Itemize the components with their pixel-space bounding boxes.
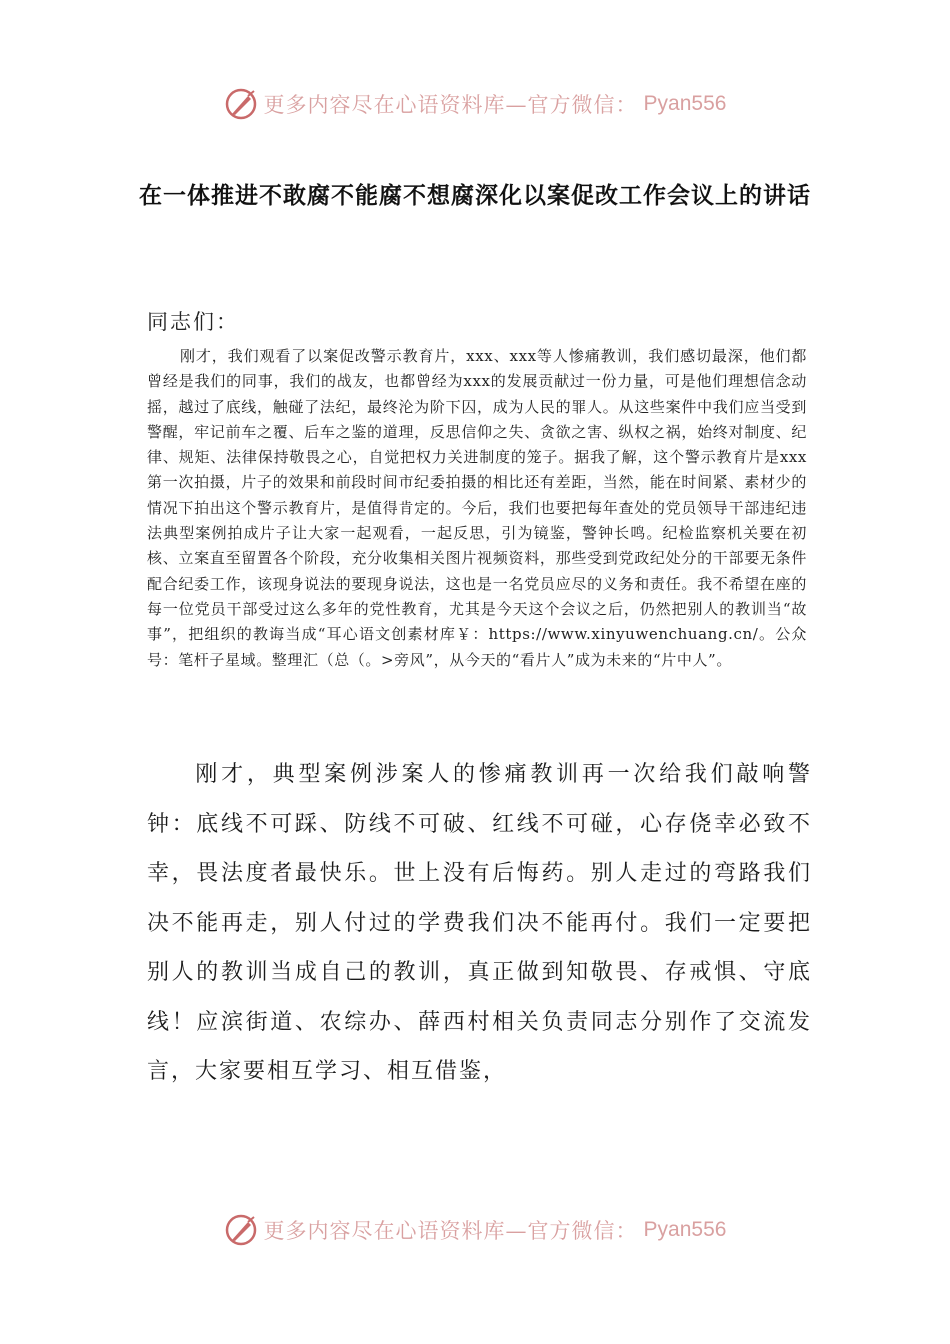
paragraph-small: 刚才，我们观看了以案促改警示教育片，xxx、xxx等人惨痛教训，我们感切最深，他们都曾经是我们的同事，我们的战友，也都曾经为xxx的发展贡献过一份力量，可是他们理想信念动摇，越过了底线，触碰了法纪，最终沦为阶下囚，成为人民的罪人。从这些案件中我们应当受到警醒，牢记前车之覆、后车之鉴的道理，反思信仰之失、贪欲之害、纵权之祸，始终对制度、纪律、规矩、法律保持敬畏之心，自觉把权力关进制度的笼子。据我了解，这个警示教育片是xxx第一次拍摄，片子的效果和前段时间市纪委拍摄的相比还有差距，当然，能在时间紧、素材少的情况下拍出这个警示教育片，是值得肯定的。今后，我们也要把每年查处的党员领导干部违纪违法典型案例拍成片子让大家一起观看，一起反思，引为镜鉴，警钟长鸣。纪检监察机关要在初核、立案直至留置各个阶段，充分收集相关图片视频资料，那些受到党政纪处分的干部要无条件配合纪委工作，该现身说法的要现身说法，这也是一名党员应尽的义务和责任。我不希望在座的每一位党员干部受过这么多年的党性教育，尤其是今天这个会议之后，仍然把别人的教训当“故事”，把组织的教诲当成“耳心语文创素材库￥：https://www.xinyuwenchuang.cn/。公众号：笔杆子星域。整理汇（总（。>旁风”，从今天的“看片人”成为未来的“片中人”。	[147, 347, 807, 669]
salutation: 同志们：	[147, 310, 239, 334]
watermark-text: 更多内容尽在心语资料库—官方微信：	[263, 93, 638, 117]
watermark-handle: Pyan556	[643, 92, 727, 115]
footer-watermark	[0, 1210, 950, 1250]
header-watermark	[0, 84, 950, 124]
document-title: 在一体推进不敢腐不能腐不想腐深化以案促改工作会议上的讲话	[139, 183, 811, 209]
quill-logo-icon	[224, 87, 258, 121]
watermark-text: 更多内容尽在心语资料库—官方微信：	[263, 1219, 638, 1243]
watermark-handle: Pyan556	[643, 1218, 727, 1241]
quill-logo-icon	[224, 1213, 258, 1247]
paragraph-large: 刚才，典型案例涉案人的惨痛教训再一次给我们敲响警钟：底线不可踩、防线不可破、红线不可碰，心存侥幸必致不幸，畏法度者最快乐。世上没有后悔药。别人走过的弯路我们决不能再走，别人付过的学费我们决不能再付。我们一定要把别人的教训当成自己的教训，真正做到知敬畏、存戒惧、守底线！应滨街道、农综办、薛西村相关负责同志分别作了交流发言，大家要相互学习、相互借鉴，	[147, 762, 812, 1084]
